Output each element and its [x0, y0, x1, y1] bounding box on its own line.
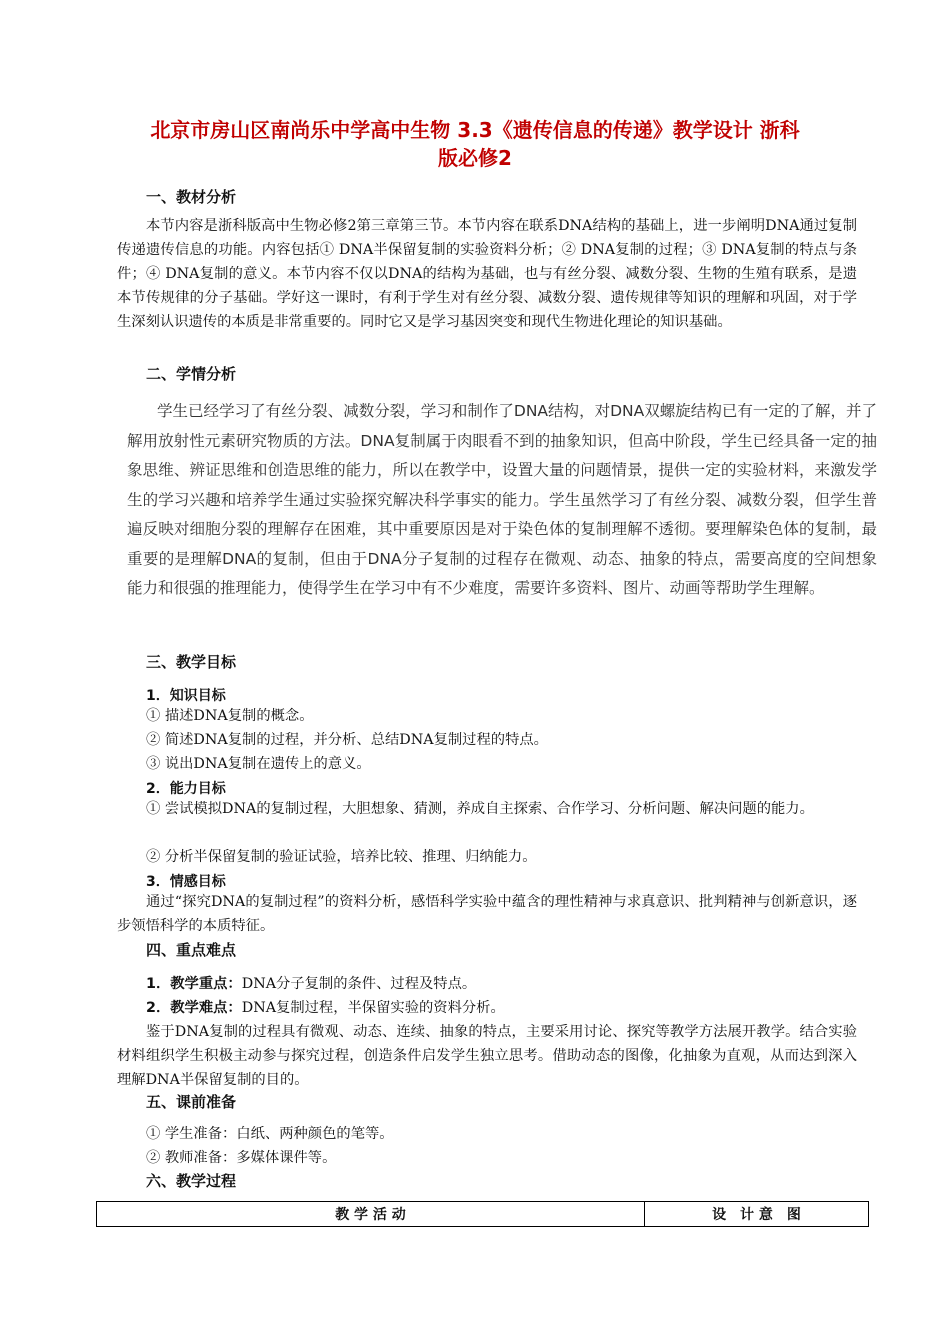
section-heading-preparation: 五、课前准备 — [146, 1093, 237, 1111]
teacher-preparation: ② 教师准备：多媒体课件等。 — [146, 1150, 337, 1166]
ability-objective-1: ① 尝试模拟DNA的复制过程，大胆想象、猜测，养成自主探索、合作学习、分析问题、解决问题的能力。 — [146, 801, 814, 817]
knowledge-objective-1: ① 描述DNA复制的概念。 — [146, 708, 314, 724]
difficulty-text: DNA复制过程，半保留实验的资料分析。 — [241, 1000, 505, 1016]
section-heading-objectives: 三、教学目标 — [146, 653, 237, 671]
emotion-objective-heading: 3．情感目标 — [146, 874, 226, 890]
title-line-2: 版必修2 — [438, 146, 512, 170]
document-title — [100, 116, 850, 172]
key-point-text: DNA分子复制的条件、过程及特点。 — [241, 976, 477, 992]
knowledge-objective-3: ③ 说出DNA复制在遗传上的意义。 — [146, 756, 371, 772]
section-heading-students: 二、学情分析 — [146, 365, 237, 383]
ability-objective-heading: 2．能力目标 — [146, 781, 226, 797]
section-body-students: 学生已经学习了有丝分裂、减数分裂，学习和制作了DNA结构，对DNA双螺旋结构已有一定的了解，并了解用放射性元素研究物质的方法。DNA复制属于肉眼看不到的抽象知识，但高中阶段，学生已经具备一定的抽象思维、辨证思维和创造思维的能力，所以在教学中，设置大量的问题情景，提供一定的实验材料，来激发学生的学习兴趣和培养学生通过实验探究解决科学事实的能力。学生虽然学习了有丝分裂、减数分裂，但学生普遍反映对细胞分裂的理解存在困难，其中重要原因是对于染色体的复制理解不透彻。要理解染色体的复制，最重要的是理解DNA的复制，但由于DNA分子复制的过程存在微观、动态、抽象的特点，需要高度的空间想象能力和很强的推理能力，使得学生在学习中有不少难度，需要许多资料、图片、动画等帮助学生理解。 — [127, 402, 877, 597]
column-header-intent: 设 计 意 图 — [645, 1202, 869, 1227]
knowledge-objective-2: ② 简述DNA复制的过程，并分析、总结DNA复制过程的特点。 — [146, 732, 548, 748]
ability-objective-2: ② 分析半保留复制的验证试验，培养比较、推理、归纳能力。 — [146, 849, 537, 865]
emotion-objective-1: 通过“探究DNA的复制过程”的资料分析，感悟科学实验中蕴含的理性精神与求真意识、批判精神与创新意识，逐步领悟科学的本质特征。 — [117, 894, 857, 934]
difficulty-label: 2．教学难点： — [146, 1000, 242, 1016]
table-header-row — [97, 1202, 869, 1227]
knowledge-objective-heading: 1．知识目标 — [146, 688, 226, 704]
key-point-line — [146, 972, 476, 996]
student-preparation: ① 学生准备：白纸、两种颜色的笔等。 — [146, 1126, 394, 1142]
section-body-textbook: 本节内容是浙科版高中生物必修2第三章第三节。本节内容在联系DNA结构的基础上，进一步阐明DNA通过复制传递遗传信息的功能。内容包括① DNA半保留复制的实验资料分析；② DNA复制的过程；③ DNA复制的特点与条件；④ DNA复制的意义。本节内容不仅以DNA的结构为基础，也与有丝分裂、减数分裂、生物的生殖有联系，是遗本节传规律的分子基础。学好这一课时，有利于学生对有丝分裂、减数分裂、遗传规律等知识的理解和巩固，对于学生深刻认识遗传的本质是非常重要的。同时它又是学习基因突变和现代生物进化理论的知识基础。 — [117, 218, 857, 330]
section-heading-key-points: 四、重点难点 — [146, 941, 237, 959]
key-point-label: 1．教学重点： — [146, 976, 242, 992]
teaching-method-paragraph: 鉴于DNA复制的过程具有微观、动态、连续、抽象的特点，主要采用讨论、探究等教学方法展开教学。结合实验材料组织学生积极主动参与探究过程，创造条件启发学生独立思考。借助动态的图像，化抽象为直观，从而达到深入理解DNA半保留复制的目的。 — [117, 1024, 857, 1088]
column-header-activities: 教 学 活 动 — [97, 1202, 645, 1227]
difficulty-line — [146, 996, 505, 1020]
section-heading-textbook: 一、教材分析 — [146, 188, 237, 206]
section-heading-process: 六、教学过程 — [146, 1172, 237, 1190]
teaching-process-table — [96, 1201, 869, 1227]
title-line-1: 北京市房山区南尚乐中学高中生物 3.3《遗传信息的传递》教学设计 浙科 — [150, 118, 800, 142]
